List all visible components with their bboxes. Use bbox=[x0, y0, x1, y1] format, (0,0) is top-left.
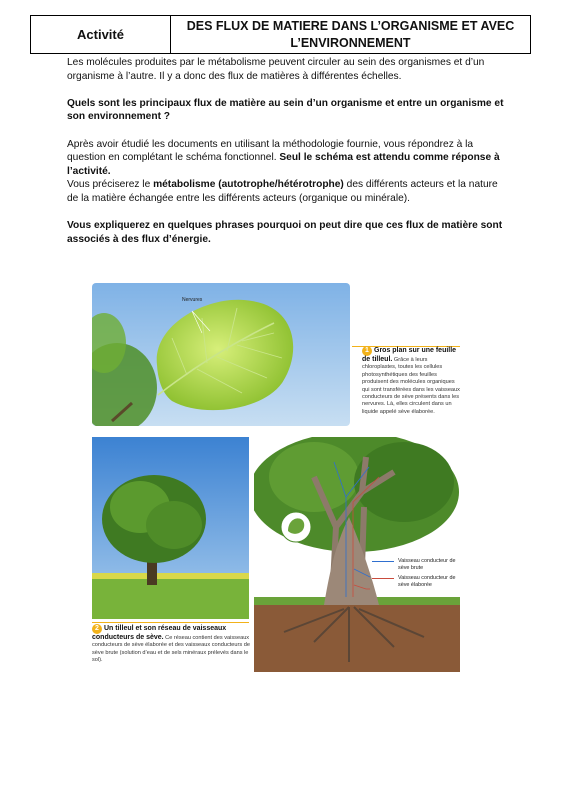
elaborated-sap-swatch bbox=[372, 578, 394, 579]
legend-elaborated-sap-label: Vaisseau conducteur de sève élaborée bbox=[398, 575, 456, 588]
intro-paragraph: Les molécules produites par le métabolisme peuvent circuler au sein des organismes et d’un organisme à l’autre. Il y a donc des flux de matières à différentes échelles. bbox=[67, 57, 485, 82]
title-line-1: DES FLUX DE MATIERE DANS L’ORGANISME ET AVEC bbox=[186, 18, 515, 33]
expected-answer: Seul le schéma est attendu comme réponse à l’activité. bbox=[67, 152, 500, 177]
metabolism-paragraph bbox=[67, 178, 507, 205]
instructions bbox=[67, 56, 507, 260]
caption-2 bbox=[92, 624, 252, 665]
caption-1-text: Grâce à leurs chloroplastes, toutes les cellules photosynthétiques des feuilles produisent des molécules organiques qui sont transférées dans les vaisseaux conducteurs de sève présents dans les nervures. Là, elles circulent dans un liquide appelé sève élaborée. bbox=[362, 357, 460, 415]
tree-photo bbox=[92, 437, 249, 619]
legend-raw-sap-label: Vaisseau conducteur de sève brute bbox=[398, 558, 456, 571]
legend-elaborated-sap bbox=[372, 575, 462, 588]
legend-raw-sap bbox=[372, 558, 462, 571]
energy-question: Vous expliquerez en quelques phrases pourquoi on peut dire que ces flux de matière sont associés à des flux d’énergie. bbox=[67, 220, 503, 245]
leaf-photo bbox=[92, 283, 350, 426]
raw-sap-swatch bbox=[372, 561, 394, 562]
sap-vessel-diagram bbox=[254, 437, 460, 672]
metabolism-term: métabolisme (autotrophe/hétérotrophe) bbox=[153, 179, 344, 191]
caption-2-text: Ce réseau contient des vaisseaux conducteurs de sève élaborée et des vaisseaux conducteurs de sève brute (solution d’eau et de sels minéraux prélevés dans le sol). bbox=[92, 635, 250, 664]
figure-1-number: 1 bbox=[362, 346, 372, 356]
title-line-2: L’ENVIRONNEMENT bbox=[290, 35, 411, 50]
metabolism-text-b: des différents acteurs et la nature de la matière échangée entre les différents acteurs (organique ou minérale). bbox=[67, 179, 498, 204]
nervures-label: Nervures bbox=[182, 297, 203, 303]
page-title bbox=[171, 16, 530, 53]
caption-1-title: Gros plan sur une feuille de tilleul. bbox=[362, 347, 457, 363]
method-text: Après avoir étudié les documents en utilisant la méthodologie fournie, vous répondrez à la question en complétant le schéma fonctionnel. bbox=[67, 138, 474, 164]
method-paragraph bbox=[67, 138, 507, 179]
caption-2-title: Un tilleul et son réseau de vaisseaux conducteurs de sève. bbox=[92, 625, 227, 641]
metabolism-text-a: Vous préciserez le bbox=[67, 179, 154, 191]
caption-1 bbox=[362, 346, 462, 416]
caption-2-rule bbox=[92, 622, 249, 623]
activity-label: Activité bbox=[31, 16, 171, 53]
header-table bbox=[30, 15, 531, 54]
main-question: Quels sont les principaux flux de matière au sein d’un organisme et entre un organisme et son environnement ? bbox=[67, 97, 504, 123]
sap-legend bbox=[372, 558, 462, 592]
figure-2-number: 2 bbox=[92, 624, 102, 634]
